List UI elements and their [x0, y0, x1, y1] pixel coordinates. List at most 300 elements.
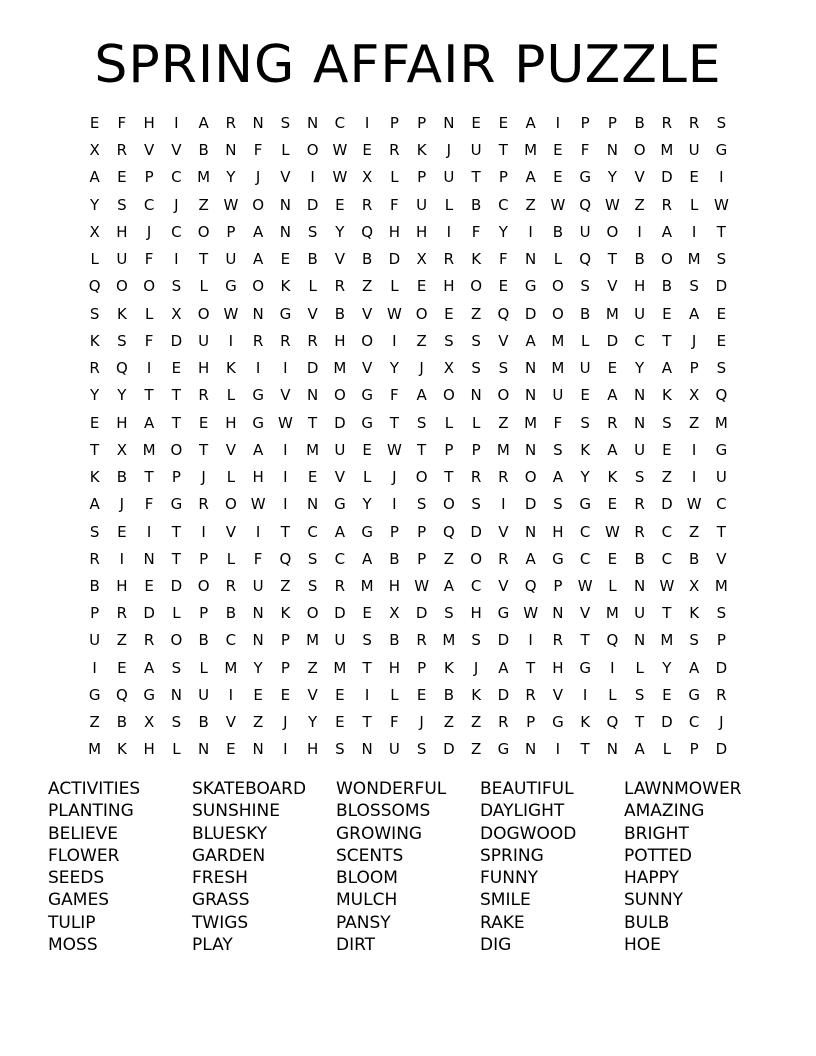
word-item: BEAUTIFUL: [480, 779, 574, 799]
grid-letter: V: [607, 277, 618, 296]
grid-letter: K: [116, 304, 127, 323]
grid-letter: N: [279, 195, 291, 214]
grid-letter: R: [143, 631, 155, 650]
grid-letter: X: [389, 604, 400, 623]
grid-letter: O: [361, 331, 374, 350]
grid-letter: G: [497, 740, 510, 759]
grid-letter: V: [143, 141, 155, 160]
grid-letter: N: [606, 141, 618, 160]
grid-letter: F: [117, 114, 127, 132]
grid-letter: A: [143, 658, 155, 677]
grid-letter: G: [715, 440, 728, 459]
grid-letter: T: [199, 250, 209, 269]
grid-row: [81, 192, 735, 219]
grid-letter: P: [417, 114, 427, 132]
grid-letter: N: [143, 549, 155, 568]
grid-letter: J: [419, 359, 424, 378]
grid-letter: S: [444, 331, 454, 350]
grid-letter: M: [524, 141, 538, 160]
grid-letter: H: [470, 604, 482, 623]
grid-letter: G: [715, 141, 728, 160]
grid-letter: T: [171, 522, 181, 541]
grid-letter: E: [498, 277, 509, 296]
grid-letter: T: [526, 658, 536, 677]
grid-letter: S: [117, 331, 127, 350]
grid-letter: B: [634, 114, 645, 132]
grid-letter: L: [608, 576, 617, 595]
grid-letter: R: [634, 495, 645, 514]
grid-letter: R: [89, 549, 100, 568]
grid-letter: B: [198, 631, 209, 650]
grid-letter: P: [417, 658, 427, 677]
grid-letter: R: [661, 195, 673, 214]
grid-letter: Z: [280, 576, 291, 595]
grid-letter: U: [634, 440, 646, 459]
grid-letter: Y: [607, 168, 617, 187]
grid-letter: Y: [662, 658, 672, 677]
grid-letter: X: [416, 250, 427, 269]
grid-letter: L: [90, 250, 99, 269]
grid-letter: E: [607, 549, 618, 568]
grid-letter: U: [225, 250, 237, 269]
grid-letter: S: [553, 440, 563, 459]
grid-letter: L: [553, 250, 563, 269]
grid-letter: A: [661, 222, 672, 241]
grid-letter: M: [306, 631, 320, 650]
grid-letter: C: [334, 114, 346, 132]
grid-letter: G: [497, 604, 510, 623]
grid-letter: G: [279, 304, 292, 323]
word-item: TWIGS: [192, 912, 249, 933]
grid-letter: A: [525, 114, 536, 132]
grid-letter: J: [255, 168, 261, 187]
word-item: LAWNMOWER: [624, 779, 742, 799]
grid-letter: L: [199, 277, 208, 296]
grid-letter: V: [498, 331, 509, 350]
grid-letter: X: [116, 440, 128, 459]
grid-letter: T: [199, 440, 209, 459]
grid-letter: M: [551, 359, 565, 378]
grid-letter: L: [226, 468, 236, 487]
grid-letter: K: [280, 604, 291, 623]
grid-letter: S: [307, 576, 318, 595]
grid-letter: M: [360, 576, 374, 595]
grid-letter: O: [633, 141, 646, 160]
grid-letter: W: [332, 168, 348, 187]
grid-letter: M: [142, 440, 156, 459]
grid-letter: V: [280, 386, 291, 405]
grid-letter: L: [444, 413, 454, 432]
grid-letter: I: [528, 222, 533, 241]
grid-letter: E: [362, 141, 372, 160]
grid-letter: C: [661, 549, 673, 568]
grid-letter: W: [659, 576, 675, 595]
grid-letter: R: [225, 114, 237, 132]
grid-letter: J: [201, 468, 206, 487]
grid-letter: H: [116, 222, 128, 241]
grid-letter: G: [252, 413, 264, 432]
word-item: PANSY: [336, 912, 391, 933]
word-column: [48, 778, 192, 956]
grid-letter: R: [198, 495, 209, 514]
grid-letter: B: [389, 549, 400, 568]
grid-letter: C: [688, 713, 700, 732]
grid-letter: R: [198, 386, 209, 405]
grid-letter: Z: [498, 413, 509, 432]
grid-letter: N: [634, 576, 646, 595]
word-item: GROWING: [336, 823, 423, 844]
grid-row: [81, 382, 735, 409]
grid-letter: W: [223, 195, 239, 214]
grid-letter: I: [283, 359, 288, 378]
grid-letter: P: [689, 359, 699, 378]
grid-letter: G: [579, 168, 591, 187]
grid-letter: B: [688, 549, 700, 568]
grid-letter: I: [228, 685, 234, 704]
grid-letter: J: [283, 713, 288, 732]
grid-letter: J: [446, 141, 452, 160]
word-item: MOSS: [48, 935, 98, 956]
grid-letter: K: [280, 277, 291, 296]
grid-letter: R: [334, 277, 346, 296]
grid-letter: L: [172, 740, 181, 759]
word-item: RAKE: [480, 912, 525, 933]
grid-letter: Q: [361, 222, 374, 241]
grid-letter: E: [444, 304, 454, 323]
grid-letter: I: [719, 168, 724, 187]
grid-letter: E: [171, 359, 182, 378]
grid-letter: V: [307, 304, 318, 323]
grid-letter: N: [525, 740, 537, 759]
grid-letter: Z: [443, 549, 455, 568]
grid-letter: Q: [524, 576, 537, 595]
grid-letter: D: [497, 631, 510, 650]
grid-letter: P: [199, 549, 209, 568]
grid-row: [81, 573, 735, 600]
grid-row: [81, 464, 735, 491]
grid-letter: U: [715, 468, 727, 487]
grid-letter: U: [334, 440, 346, 459]
grid-letter: O: [442, 386, 455, 405]
grid-letter: I: [174, 114, 179, 132]
word-item: WONDERFUL: [336, 779, 447, 799]
grid-letter: U: [198, 331, 210, 350]
grid-letter: R: [498, 468, 509, 487]
grid-letter: B: [334, 304, 346, 323]
grid-letter: D: [606, 331, 619, 350]
grid-letter: L: [580, 331, 590, 350]
grid-letter: R: [688, 114, 700, 132]
grid-letter: V: [498, 576, 509, 595]
grid-letter: S: [117, 195, 127, 214]
grid-letter: Z: [688, 413, 700, 432]
grid-letter: D: [661, 713, 673, 732]
grid-letter: Y: [580, 468, 590, 487]
grid-letter: H: [116, 576, 128, 595]
grid-letter: E: [89, 413, 100, 432]
grid-letter: T: [280, 522, 290, 541]
grid-letter: A: [443, 576, 454, 595]
grid-row: [81, 410, 735, 437]
grid-letter: F: [499, 250, 508, 269]
grid-letter: K: [89, 468, 100, 487]
grid-row: [81, 137, 735, 164]
grid-letter: Z: [307, 658, 318, 677]
grid-letter: D: [306, 195, 319, 214]
grid-row: [81, 709, 735, 736]
grid-letter: G: [524, 277, 537, 296]
grid-letter: L: [444, 195, 454, 214]
grid-letter: H: [143, 740, 155, 759]
grid-letter: T: [607, 250, 617, 269]
grid-letter: Z: [89, 713, 100, 732]
grid-letter: O: [306, 141, 319, 160]
grid-letter: Z: [470, 713, 482, 732]
word-item: SKATEBOARD: [192, 779, 307, 799]
word-item: FLOWER: [48, 845, 120, 866]
grid-letter: N: [198, 740, 210, 759]
grid-letter: K: [89, 331, 100, 350]
grid-letter: V: [579, 604, 591, 623]
grid-letter: Q: [579, 195, 592, 214]
grid-letter: F: [471, 222, 481, 241]
word-item: TULIP: [48, 912, 96, 933]
grid-letter: C: [661, 522, 673, 541]
grid-letter: Z: [525, 195, 536, 214]
grid-letter: I: [691, 468, 697, 487]
grid-letter: G: [579, 658, 591, 677]
grid-letter: B: [116, 713, 128, 732]
grid-letter: F: [144, 495, 154, 514]
grid-letter: L: [144, 304, 154, 323]
grid-letter: Z: [198, 195, 209, 214]
grid-letter: D: [715, 740, 728, 759]
grid-letter: M: [333, 658, 347, 677]
grid-letter: U: [470, 141, 482, 160]
grid-letter: T: [635, 713, 645, 732]
grid-letter: I: [555, 740, 561, 759]
grid-letter: E: [553, 168, 563, 187]
grid-letter: L: [226, 549, 236, 568]
word-item: GARDEN: [192, 845, 266, 866]
grid-letter: S: [362, 631, 372, 650]
grid-letter: P: [389, 522, 399, 541]
word-column: [624, 778, 768, 956]
grid-letter: K: [580, 713, 591, 732]
grid-letter: Z: [470, 304, 482, 323]
grid-letter: T: [444, 468, 454, 487]
grid-letter: E: [89, 114, 100, 132]
grid-letter: W: [713, 195, 729, 214]
grid-letter: S: [471, 495, 481, 514]
grid-letter: N: [552, 604, 564, 623]
grid-letter: R: [470, 468, 482, 487]
grid-letter: B: [307, 250, 318, 269]
grid-letter: I: [446, 222, 452, 241]
grid-letter: X: [143, 713, 155, 732]
grid-letter: D: [306, 359, 319, 378]
grid-letter: D: [661, 168, 673, 187]
grid-letter: O: [415, 468, 428, 487]
grid-letter: E: [307, 468, 318, 487]
word-item: GRASS: [192, 890, 250, 911]
grid-letter: R: [252, 331, 264, 350]
grid-letter: A: [688, 304, 700, 323]
grid-letter: L: [390, 685, 399, 704]
word-item: BELIEVE: [48, 823, 119, 844]
grid-row: [81, 301, 735, 328]
grid-row: [81, 437, 735, 464]
grid-letter: V: [361, 304, 373, 323]
grid-letter: K: [443, 658, 454, 677]
grid-letter: C: [716, 495, 727, 514]
grid-letter: V: [716, 549, 727, 568]
grid-letter: N: [525, 440, 537, 459]
grid-letter: Y: [226, 168, 236, 187]
grid-letter: U: [634, 604, 646, 623]
grid-letter: O: [660, 250, 673, 269]
grid-letter: H: [143, 114, 155, 132]
grid-letter: G: [334, 495, 346, 514]
puzzle-title: SPRING AFFAIR PUZZLE: [94, 35, 722, 95]
grid-letter: W: [604, 195, 620, 214]
grid-letter: E: [498, 114, 509, 132]
grid-letter: O: [197, 304, 210, 323]
grid-letter: J: [473, 658, 479, 677]
grid-letter: Y: [253, 658, 263, 677]
grid-letter: P: [280, 631, 290, 650]
grid-letter: A: [252, 250, 264, 269]
grid-letter: S: [716, 604, 727, 623]
grid-letter: I: [392, 331, 397, 350]
grid-letter: A: [525, 331, 536, 350]
grid-row: [81, 655, 735, 682]
word-item: SMILE: [480, 890, 531, 911]
grid-letter: Z: [688, 522, 700, 541]
grid-row: [81, 627, 735, 654]
grid-letter: O: [470, 549, 483, 568]
grid-letter: A: [252, 222, 264, 241]
grid-letter: W: [250, 495, 266, 514]
grid-letter: N: [525, 250, 537, 269]
grid-letter: G: [252, 386, 264, 405]
grid-letter: Y: [308, 713, 318, 732]
grid-letter: A: [525, 168, 536, 187]
grid-letter: Q: [115, 359, 128, 378]
grid-letter: E: [198, 413, 209, 432]
grid-letter: Q: [579, 250, 592, 269]
grid-letter: W: [277, 413, 293, 432]
grid-letter: A: [361, 549, 373, 568]
grid-letter: A: [552, 468, 563, 487]
word-item: MULCH: [336, 890, 398, 911]
grid-letter: R: [225, 576, 237, 595]
grid-letter: M: [496, 440, 510, 459]
grid-letter: N: [225, 141, 237, 160]
grid-letter: E: [607, 495, 618, 514]
grid-letter: V: [171, 141, 182, 160]
word-item: PLAY: [192, 935, 233, 956]
grid-letter: S: [716, 359, 727, 378]
grid-letter: R: [525, 685, 536, 704]
grid-letter: L: [281, 141, 290, 160]
grid-letter: L: [662, 740, 672, 759]
grid-letter: S: [580, 277, 590, 296]
grid-letter: N: [252, 304, 264, 323]
word-item: SEEDS: [48, 868, 105, 889]
grid-letter: L: [362, 468, 372, 487]
grid-letter: V: [334, 468, 345, 487]
grid-letter: S: [471, 359, 481, 378]
grid-letter: O: [606, 222, 619, 241]
grid-letter: M: [660, 141, 674, 160]
grid-letter: D: [497, 685, 510, 704]
grid-letter: X: [89, 222, 100, 241]
grid-letter: T: [498, 141, 508, 160]
grid-letter: P: [226, 222, 236, 241]
grid-letter: D: [524, 304, 537, 323]
grid-letter: J: [419, 713, 424, 732]
grid-letter: I: [610, 658, 615, 677]
word-item: BLOSSOMS: [336, 801, 431, 822]
grid-letter: M: [442, 631, 456, 650]
grid-letter: N: [307, 386, 319, 405]
grid-row: [81, 355, 735, 382]
grid-letter: O: [252, 277, 265, 296]
grid-letter: P: [389, 114, 399, 132]
grid-letter: Y: [90, 386, 100, 405]
grid-letter: U: [334, 631, 346, 650]
grid-letter: J: [392, 468, 397, 487]
grid-letter: S: [89, 304, 100, 323]
grid-letter: S: [171, 713, 182, 732]
grid-row: [81, 682, 735, 709]
grid-letter: G: [225, 277, 237, 296]
grid-letter: P: [280, 658, 290, 677]
word-item: FUNNY: [480, 868, 539, 889]
grid-letter: T: [580, 631, 590, 650]
grid-letter: M: [306, 440, 320, 459]
grid-letter: A: [634, 740, 645, 759]
grid-row: [81, 519, 735, 546]
grid-letter: A: [607, 386, 618, 405]
grid-letter: O: [442, 495, 455, 514]
grid-letter: Z: [416, 331, 427, 350]
grid-letter: Z: [470, 740, 482, 759]
grid-letter: H: [552, 658, 564, 677]
word-item: BULB: [624, 912, 670, 933]
grid-letter: G: [361, 386, 373, 405]
grid-letter: F: [390, 713, 399, 732]
grid-row: [81, 491, 735, 518]
grid-letter: X: [361, 168, 373, 187]
word-item: SUNNY: [624, 890, 684, 911]
grid-letter: N: [361, 740, 373, 759]
grid-letter: C: [579, 549, 591, 568]
grid-letter: K: [607, 468, 618, 487]
grid-letter: L: [608, 685, 617, 704]
grid-letter: D: [143, 604, 155, 623]
grid-letter: E: [144, 576, 154, 595]
grid-letter: J: [719, 713, 724, 732]
grid-letter: T: [90, 440, 100, 459]
grid-letter: P: [526, 713, 536, 732]
grid-letter: J: [174, 195, 179, 214]
grid-letter: J: [691, 331, 697, 350]
grid-letter: B: [198, 141, 209, 160]
grid-letter: E: [716, 304, 727, 323]
grid-letter: N: [307, 114, 319, 132]
